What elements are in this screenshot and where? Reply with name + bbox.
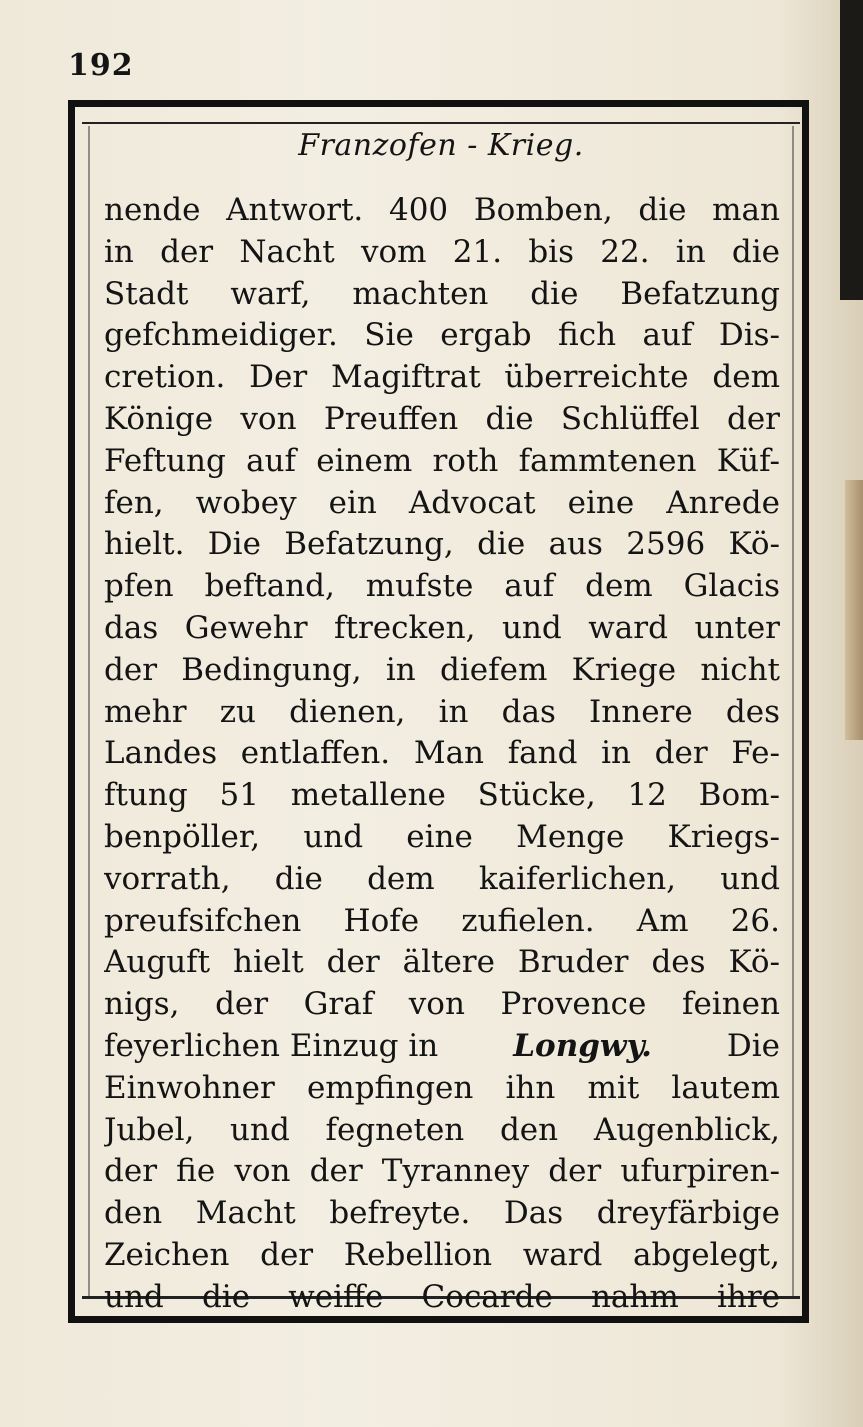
text-line: pfen beftand, mufste auf dem Glacis [104,568,780,605]
text-line: hielt. Die Befatzung, die aus 2596 Kö- [104,526,780,563]
text-line-with-place [104,1026,780,1068]
text-line: Jubel, und fegneten den Augenblick, [104,1111,780,1148]
text-line: der fie von der Tyranney der ufurpiren- [104,1153,780,1190]
text-segment: feyerlichen Einzug in [104,1027,439,1064]
place-name-longwy: Longwy. [513,1027,652,1064]
text-line: vorrath, die dem kaiferlichen, und [104,860,780,897]
frame-rule-left [88,126,90,1296]
page-edge-shadow [840,0,863,300]
running-header: Franzofen - Krieg. [298,128,584,163]
text-line: ftung 51 metallene Stücke, 12 Bom- [104,777,780,814]
text-segment: Die [726,1027,780,1064]
page-edge-stain [845,480,863,740]
text-line: Auguft hielt der ältere Bruder des Kö- [104,944,780,981]
frame-rule-right [792,126,794,1296]
text-line: und die weiffe Cocarde nahm ihre [104,1278,780,1315]
body-text [104,190,780,1319]
text-line: Stadt warf, machten die Befatzung [104,275,780,312]
frame-rule-top [82,122,800,124]
text-line: Zeichen der Rebellion ward abgelegt, [104,1236,780,1273]
text-line: in der Nacht vom 21. bis 22. in die [104,233,780,270]
text-line: cretion. Der Magiftrat überreichte dem [104,359,780,396]
text-line: fen, wobey ein Advocat eine Anrede [104,484,780,521]
text-line: Könige von Preuffen die Schlüffel der [104,400,780,437]
text-line: preufsifchen Hofe zufielen. Am 26. [104,902,780,939]
text-line: nigs, der Graf von Provence feinen [104,986,780,1023]
text-line: mehr zu dienen, in das Innere des [104,693,780,730]
text-line: Einwohner empfingen ihn mit lautem [104,1069,780,1106]
text-line: der Bedingung, in diefem Kriege nicht [104,651,780,688]
text-line: benpöller, und eine Menge Kriegs- [104,818,780,855]
text-line: Landes entlaffen. Man fand in der Fe- [104,735,780,772]
text-line: Feftung auf einem roth fammtenen Küf- [104,442,780,479]
text-line: das Gewehr ftrecken, und ward unter [104,609,780,646]
text-line: nende Antwort. 400 Bomben, die man [104,192,780,228]
text-line: gefchmeidiger. Sie ergab fich auf Dis- [104,317,780,354]
page-number: 192 [68,48,134,83]
text-line: den Macht befreyte. Das dreyfärbige [104,1195,780,1232]
